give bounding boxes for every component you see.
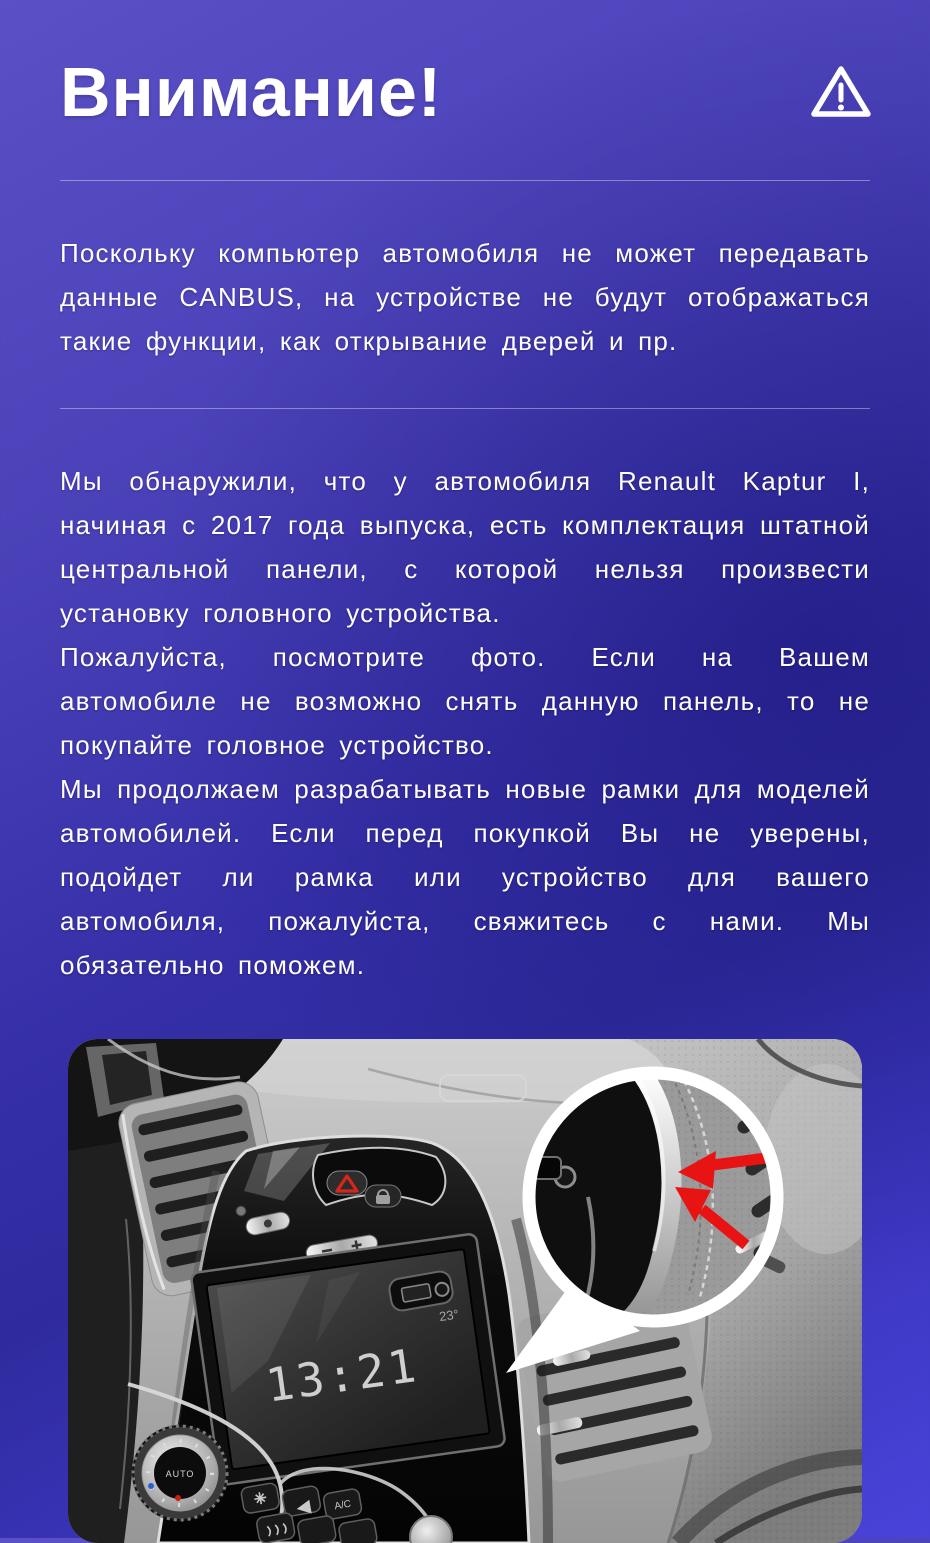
compatibility-section — [0, 459, 930, 987]
climate-knob — [133, 1426, 227, 1520]
cold-indicator — [148, 1483, 154, 1489]
clock-display: 13:21 — [262, 1337, 423, 1413]
aux-jack — [434, 1282, 449, 1297]
canbus-paragraph: Поскольку компьютер автомобиля не может передавать данные CANBUS, на устройстве не будут отображаться такие функции, как открывание дверей и пр. — [60, 238, 870, 356]
page-title: Внимание! — [60, 53, 443, 131]
dashboard-photo — [68, 1039, 862, 1543]
heat-indicator — [175, 1495, 181, 1501]
temperature-display: 23° — [438, 1306, 460, 1325]
svg-text:A/C: A/C — [333, 1498, 352, 1513]
hazard-lock-pod — [313, 1148, 445, 1207]
head-unit-screen — [191, 1233, 506, 1485]
warning-triangle-icon — [810, 64, 872, 125]
paragraph-kaptur-panel: Мы обнаружили, что у автомобиля Renault Kaptur I, начиная с 2017 года выпуска, есть комплектация штатной центральной панели, с которой нельзя произвести установку головного устройства. — [60, 466, 870, 628]
canbus-section — [0, 231, 930, 363]
paragraph-contact-us: Мы продолжаем разрабатывать новые рамки для моделей автомобилей. Если перед покупкой Вы не уверены, подойдет ли рамка или устройство для вашего автомобиля, пожалуйста, свяжитесь с нами. Мы обязательно поможем. — [60, 774, 870, 980]
divider-top — [60, 180, 870, 181]
divider-middle — [60, 408, 870, 409]
paragraph-check-photo: Пожалуйста, посмотрите фото. Если на Вашем автомобиле не возможно снять данную панель, то не покупайте головное устройство. — [60, 642, 870, 760]
auto-knob-label: AUTO — [165, 1469, 195, 1479]
header — [0, 0, 930, 131]
